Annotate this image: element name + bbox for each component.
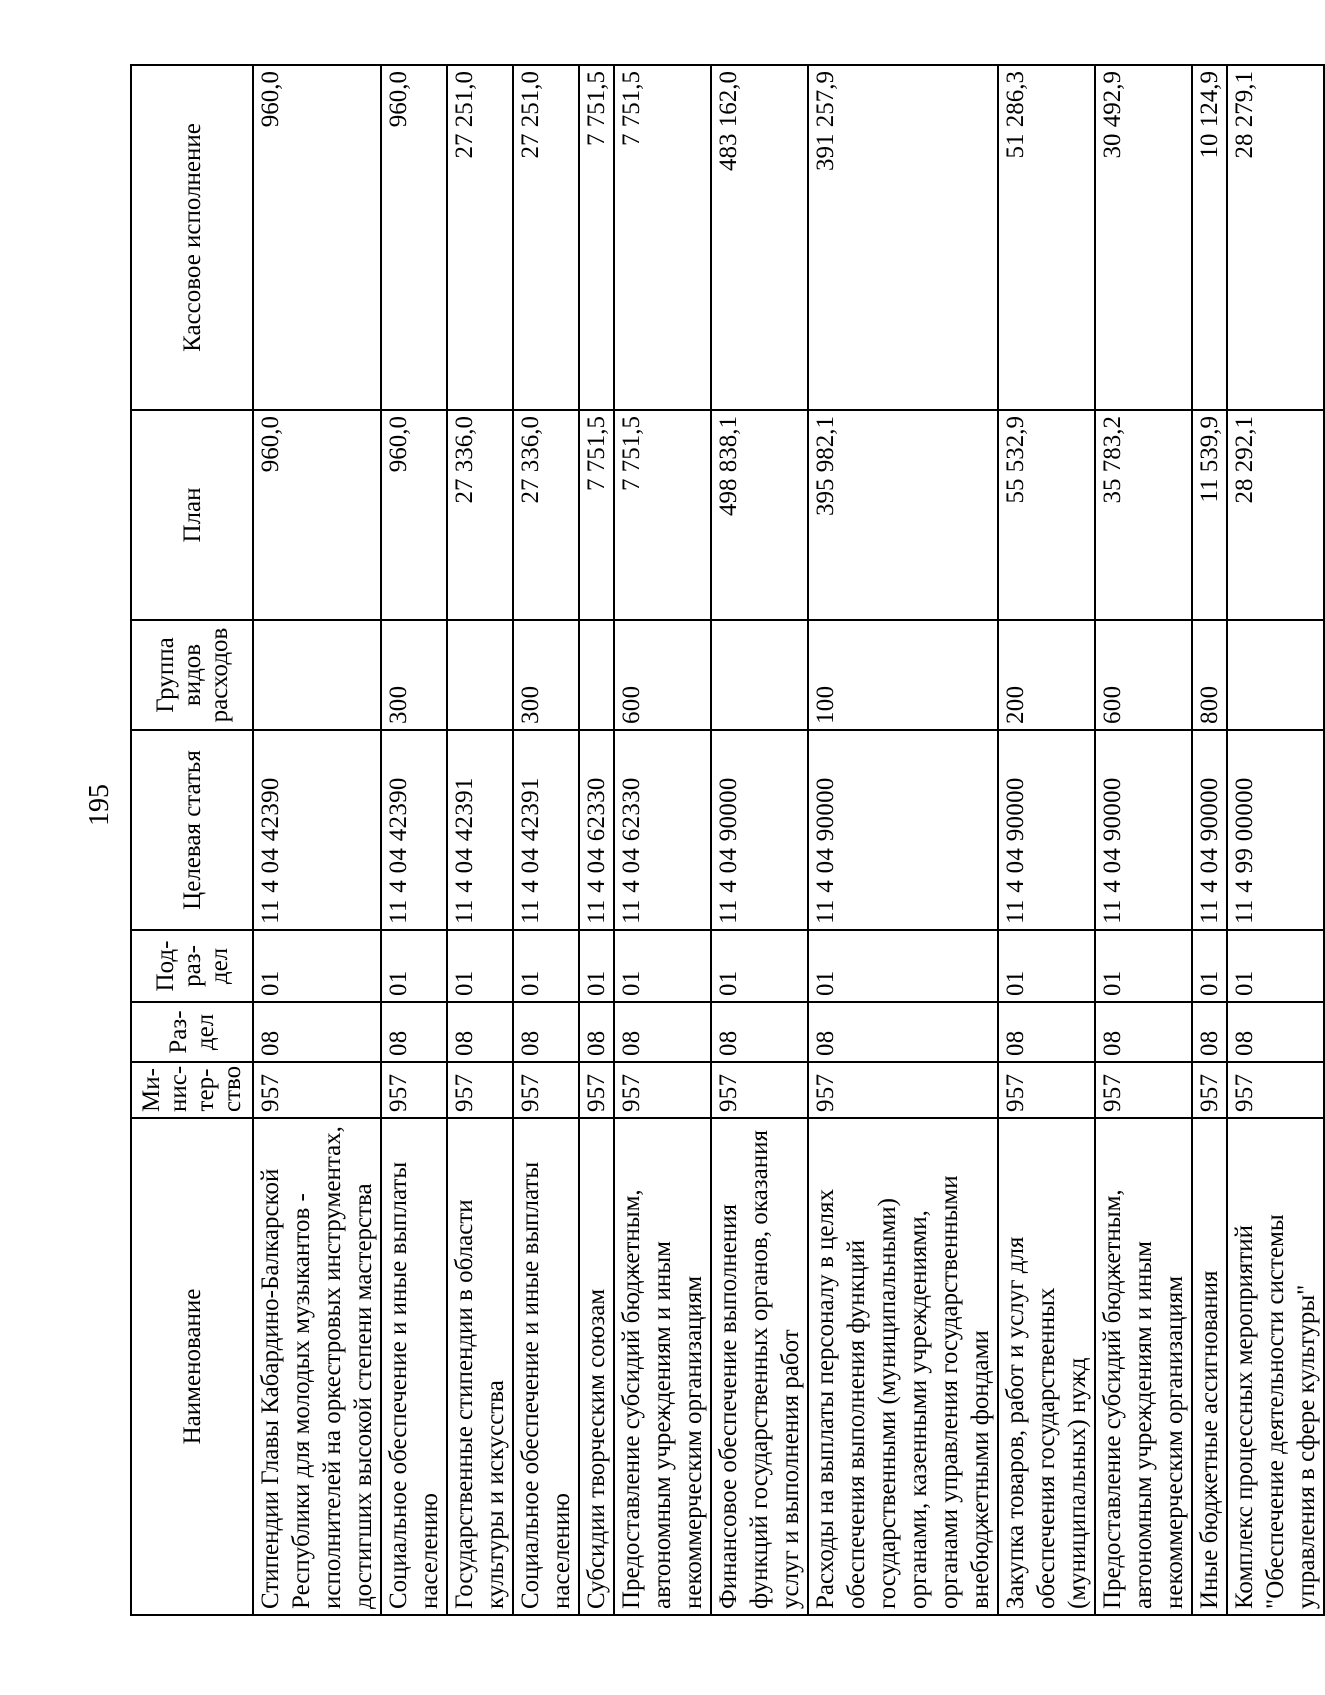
row-section: 08	[579, 1002, 614, 1062]
row-name: Стипендии Главы Кабардино-Балкарской Республики для молодых музыкантов - исполнителей на оркестровых инструментах, достигших высокой степени мастерства	[253, 1118, 381, 1615]
row-expense-group: 800	[1192, 620, 1227, 730]
row-target-article: 11 4 04 42390	[381, 730, 447, 930]
row-target-article: 11 4 04 90000	[808, 730, 998, 930]
row-ministry: 957	[614, 1062, 711, 1118]
budget-table-rotated	[130, 66, 1320, 1616]
row-plan: 28 292,1	[1227, 410, 1324, 620]
row-plan: 11 539,9	[1192, 410, 1227, 620]
row-section: 08	[614, 1002, 711, 1062]
row-section: 08	[711, 1002, 808, 1062]
row-plan: 27 336,0	[513, 410, 579, 620]
row-expense-group	[711, 620, 808, 730]
row-subsection: 01	[447, 930, 513, 1002]
row-subsection: 01	[513, 930, 579, 1002]
row-expense-group: 200	[998, 620, 1095, 730]
row-plan: 395 982,1	[808, 410, 998, 620]
row-plan: 27 336,0	[447, 410, 513, 620]
row-ministry: 957	[998, 1062, 1095, 1118]
row-name: Субсидии творческим союзам	[579, 1118, 614, 1615]
row-plan: 7 751,5	[614, 410, 711, 620]
row-subsection: 01	[614, 930, 711, 1002]
table-row	[381, 65, 447, 1615]
page-number: 195	[84, 784, 115, 826]
row-cash-execution: 391 257,9	[808, 65, 998, 410]
row-section: 08	[1227, 1002, 1324, 1062]
row-ministry: 957	[381, 1062, 447, 1118]
row-name: Иные бюджетные ассигнования	[1192, 1118, 1227, 1615]
row-target-article: 11 4 04 90000	[1095, 730, 1192, 930]
row-ministry: 957	[579, 1062, 614, 1118]
row-plan: 7 751,5	[579, 410, 614, 620]
row-subsection: 01	[381, 930, 447, 1002]
row-name: Комплекс процессных мероприятий "Обеспечение деятельности системы управления в сфере культуры"	[1227, 1118, 1324, 1615]
row-cash-execution: 483 162,0	[711, 65, 808, 410]
row-target-article: 11 4 04 42391	[447, 730, 513, 930]
table-row	[253, 65, 381, 1615]
row-target-article: 11 4 04 90000	[998, 730, 1095, 930]
row-ministry: 957	[513, 1062, 579, 1118]
row-plan: 55 532,9	[998, 410, 1095, 620]
table-header-row	[131, 65, 253, 1615]
table-row	[808, 65, 998, 1615]
row-expense-group	[1227, 620, 1324, 730]
row-target-article: 11 4 04 42391	[513, 730, 579, 930]
table-row	[1192, 65, 1227, 1615]
row-expense-group	[579, 620, 614, 730]
row-ministry: 957	[447, 1062, 513, 1118]
row-section: 08	[447, 1002, 513, 1062]
row-cash-execution: 27 251,0	[513, 65, 579, 410]
row-section: 08	[808, 1002, 998, 1062]
row-expense-group: 300	[381, 620, 447, 730]
row-name: Социальное обеспечение и иные выплаты населению	[513, 1118, 579, 1615]
header-subsection: Под-раз-дел	[131, 930, 253, 1002]
row-section: 08	[381, 1002, 447, 1062]
row-plan: 35 783,2	[1095, 410, 1192, 620]
row-section: 08	[513, 1002, 579, 1062]
budget-table	[130, 64, 1325, 1616]
row-subsection: 01	[808, 930, 998, 1002]
row-ministry: 957	[1095, 1062, 1192, 1118]
row-section: 08	[998, 1002, 1095, 1062]
row-expense-group: 600	[1095, 620, 1192, 730]
row-subsection: 01	[711, 930, 808, 1002]
row-ministry: 957	[253, 1062, 381, 1118]
row-cash-execution: 30 492,9	[1095, 65, 1192, 410]
row-expense-group	[447, 620, 513, 730]
row-cash-execution: 28 279,1	[1227, 65, 1324, 410]
header-cash-execution: Кассовое исполнение	[131, 65, 253, 410]
table-row	[1227, 65, 1324, 1615]
header-expense-group: Группа видов расходов	[131, 620, 253, 730]
row-plan: 960,0	[381, 410, 447, 620]
row-cash-execution: 10 124,9	[1192, 65, 1227, 410]
row-subsection: 01	[1192, 930, 1227, 1002]
table-row	[614, 65, 711, 1615]
row-section: 08	[253, 1002, 381, 1062]
row-name: Расходы на выплаты персоналу в целях обеспечения выполнения функций государственными (муниципальными) органами, казенными учреждениями, органами управления государственными внебюджетными фондами	[808, 1118, 998, 1615]
row-ministry: 957	[808, 1062, 998, 1118]
row-name: Закупка товаров, работ и услуг для обеспечения государственных (муниципальных) нужд	[998, 1118, 1095, 1615]
row-subsection: 01	[579, 930, 614, 1002]
row-target-article: 11 4 04 90000	[711, 730, 808, 930]
row-name: Финансовое обеспечение выполнения функций государственных органов, оказания услуг и выполнения работ	[711, 1118, 808, 1615]
header-section: Раз-дел	[131, 1002, 253, 1062]
row-ministry: 957	[711, 1062, 808, 1118]
row-subsection: 01	[253, 930, 381, 1002]
row-target-article: 11 4 04 62330	[579, 730, 614, 930]
table-row	[711, 65, 808, 1615]
table-row	[513, 65, 579, 1615]
row-cash-execution: 960,0	[381, 65, 447, 410]
row-subsection: 01	[1095, 930, 1192, 1002]
row-target-article: 11 4 04 62330	[614, 730, 711, 930]
row-ministry: 957	[1192, 1062, 1227, 1118]
row-expense-group	[253, 620, 381, 730]
table-row	[998, 65, 1095, 1615]
row-subsection: 01	[1227, 930, 1324, 1002]
row-cash-execution: 7 751,5	[614, 65, 711, 410]
row-plan: 960,0	[253, 410, 381, 620]
header-ministry: Ми-нис-тер-ство	[131, 1062, 253, 1118]
table-row	[579, 65, 614, 1615]
row-target-article: 11 4 04 42390	[253, 730, 381, 930]
row-subsection: 01	[998, 930, 1095, 1002]
row-name: Социальное обеспечение и иные выплаты населению	[381, 1118, 447, 1615]
row-plan: 498 838,1	[711, 410, 808, 620]
table-row	[447, 65, 513, 1615]
header-plan: План	[131, 410, 253, 620]
header-name: Наименование	[131, 1118, 253, 1615]
row-name: Государственные стипендии в области культуры и искусства	[447, 1118, 513, 1615]
row-cash-execution: 27 251,0	[447, 65, 513, 410]
row-expense-group: 600	[614, 620, 711, 730]
row-expense-group: 300	[513, 620, 579, 730]
row-cash-execution: 7 751,5	[579, 65, 614, 410]
row-section: 08	[1095, 1002, 1192, 1062]
row-cash-execution: 51 286,3	[998, 65, 1095, 410]
row-target-article: 11 4 99 00000	[1227, 730, 1324, 930]
row-ministry: 957	[1227, 1062, 1324, 1118]
row-target-article: 11 4 04 90000	[1192, 730, 1227, 930]
row-cash-execution: 960,0	[253, 65, 381, 410]
header-target-article: Целевая статья	[131, 730, 253, 930]
row-name: Предоставление субсидий бюджетным, автономным учреждениям и иным некоммерческим организациям	[1095, 1118, 1192, 1615]
row-expense-group: 100	[808, 620, 998, 730]
row-section: 08	[1192, 1002, 1227, 1062]
table-row	[1095, 65, 1192, 1615]
row-name: Предоставление субсидий бюджетным, автономным учреждениям и иным некоммерческим организациям	[614, 1118, 711, 1615]
